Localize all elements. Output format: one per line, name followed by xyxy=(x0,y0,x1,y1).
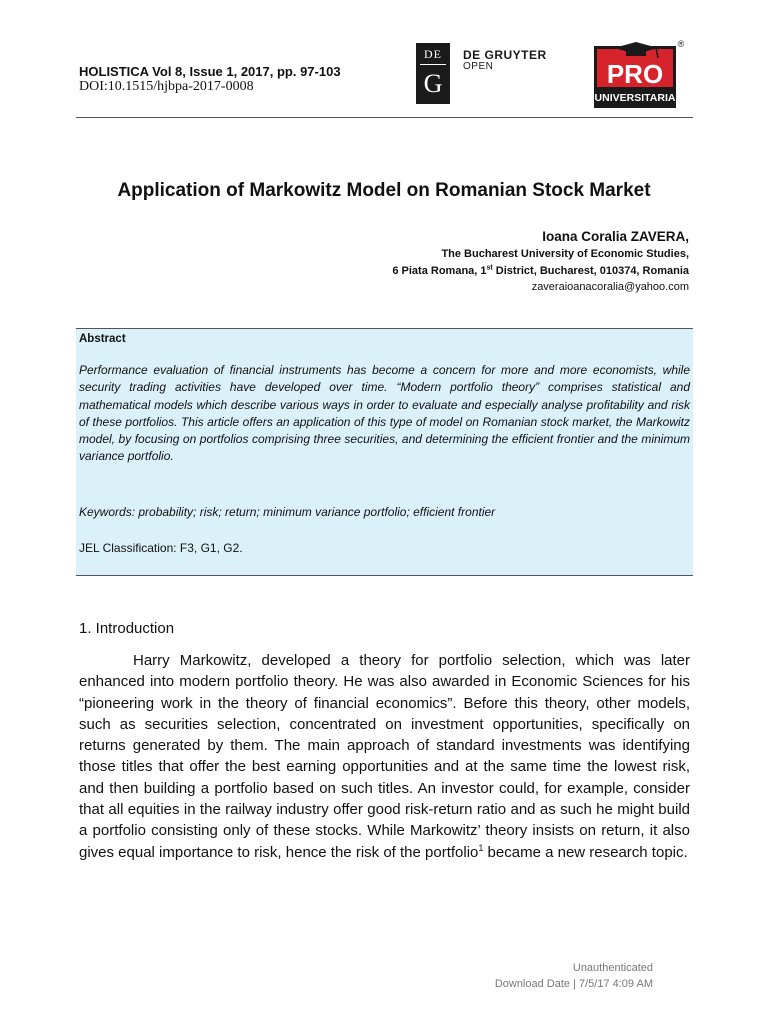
download-footer xyxy=(495,960,653,992)
page-header xyxy=(0,0,768,118)
author-block xyxy=(392,228,689,296)
pro-logo-subword: UNIVERSITARIA xyxy=(594,92,676,104)
abstract-box xyxy=(76,328,693,576)
abstract-heading: Abstract xyxy=(79,333,126,345)
pro-universitaria-logo xyxy=(592,38,684,110)
journal-citation: HOLISTICA Vol 8, Issue 1, 2017, pp. 97-103 xyxy=(79,64,341,79)
author-email: zaveraioanacoralia@yahoo.com xyxy=(531,281,689,293)
section-heading: 1. Introduction xyxy=(79,620,175,637)
paragraph-end: became a new research topic. xyxy=(483,843,688,861)
footer-line-2: Download Date | 7/5/17 4:09 AM xyxy=(494,978,653,990)
publisher-name: DE GRUYTER xyxy=(463,48,547,62)
publisher-sub: OPEN xyxy=(463,61,494,72)
address-superscript: st xyxy=(486,263,493,271)
author-address xyxy=(392,263,689,280)
de-gruyter-logo-letter: G xyxy=(423,69,443,98)
de-gruyter-logo-divider xyxy=(420,64,446,65)
author-name: Ioana Coralia ZAVERA, xyxy=(542,229,689,244)
registered-mark: ® xyxy=(677,39,684,49)
doi-text: DOI:10.1515/hjbpa-2017-0008 xyxy=(79,79,254,94)
paragraph-text: Harry Markowitz, developed a theory for portfolio selection, which was later enhanced into modern portfolio theory. He was also awarded in Economic Sciences for his “pioneering work in the theory of financial economics”. Before this theory, other models, such as securities selection, concentrated on investment opportunities, specifically on returns generated by them. The main approach of standard investments was identifying those titles that offer the best earning opportunities and at the same time the lowest risk, and then building a portfolio based on such titles. An investor could, for example, consider that all equities in the railway industry offer good risk-return ratio and as such he might build a portfolio consisting only of these stocks. While Markowitz’ theory insists on return, it also gives equal importance to risk, hence the risk of the portfolio xyxy=(79,652,690,861)
pro-logo-word: PRO xyxy=(606,59,664,89)
de-gruyter-logo-mark xyxy=(416,43,450,104)
paper-title: Application of Markowitz Model on Romanian Stock Market xyxy=(117,180,651,201)
de-gruyter-logo-top: DE xyxy=(424,47,442,61)
address-part-2: District, Bucharest, 010374, Romania xyxy=(492,264,689,277)
header-rule xyxy=(76,117,693,118)
abstract-text: Performance evaluation of financial instruments has become a concern for more and more economists, while security trading activities have developed over time. “Modern portfolio theory” comprises statistical and mathematical models which describe various ways in order to evaluate and especially analyse profitability and risk of these portfolios. This article offers an application of this type of model on Romanian stock market, the Markowitz model, by focusing on portfolios comprising three securities, and determining the efficient frontier and the minimum variance portfolio. xyxy=(79,363,690,464)
abstract-jel: JEL Classification: F3, G1, G2. xyxy=(79,541,243,555)
footer-line-1: Unauthenticated xyxy=(572,962,653,974)
footnote-marker: 1 xyxy=(478,842,484,853)
address-part-1: 6 Piata Romana, 1 xyxy=(392,264,487,277)
abstract-keywords: Keywords: probability; risk; return; minimum variance portfolio; efficient frontier xyxy=(79,505,496,519)
author-affiliation: The Bucharest University of Economic Studies, xyxy=(441,248,689,260)
body-paragraph xyxy=(79,650,690,863)
